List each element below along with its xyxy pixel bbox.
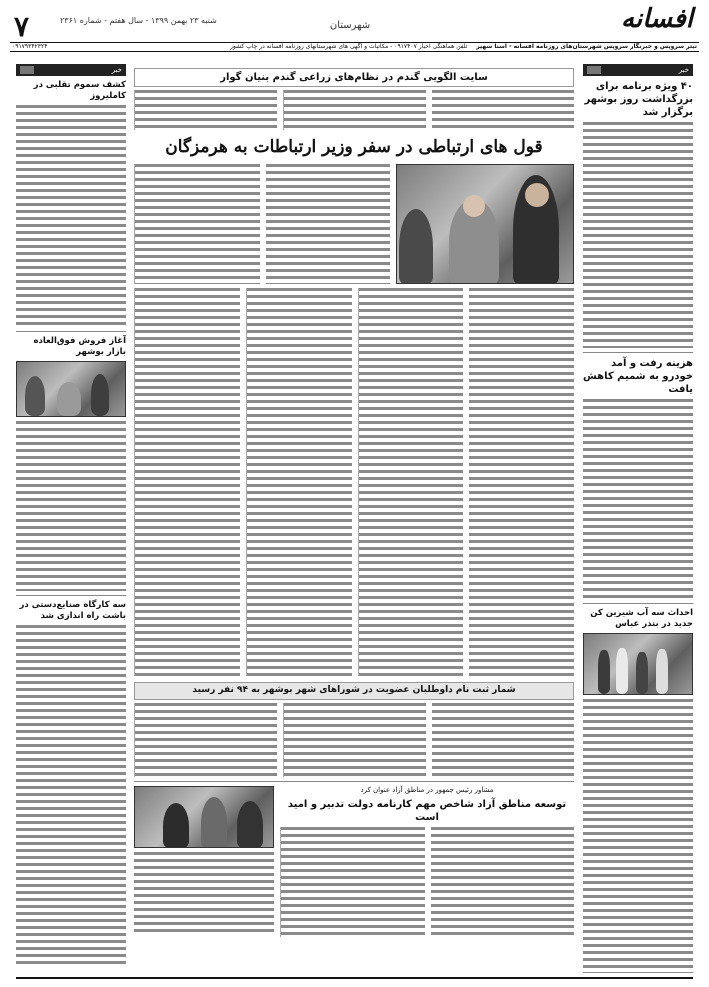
right-headline-3: احداث سه آب شیرین کن جدید در بندر عباس (590, 608, 693, 630)
article-body (134, 288, 240, 676)
masthead-info-band (10, 42, 699, 52)
center-column (134, 64, 574, 973)
bottom-kicker: مشاور رئیس جمهور در مناطق آزاد عنوان کرد (360, 785, 494, 794)
left-headline-2: آغاز فروش فوق‌العاده بازار بوشهر (33, 336, 126, 358)
bottom-headline: توسعه مناطق آزاد شاخص مهم کارنامه دولت تدبیر و امید است (287, 798, 567, 823)
article-body (583, 399, 693, 599)
masthead (0, 0, 709, 62)
article-body (266, 164, 391, 284)
article-body (283, 703, 426, 777)
left-column-tag-label: خبر (111, 66, 122, 74)
article-body (16, 625, 126, 965)
article-body (432, 90, 574, 130)
article-body (134, 164, 260, 284)
right-column (583, 64, 693, 973)
article-body (283, 90, 426, 130)
free-zones-photo (134, 786, 274, 848)
issue-info: شنبه ۲۳ بهمن ۱۳۹۹ - سال هفتم - شماره ۲۳۶۱ (60, 16, 217, 25)
right-column-tag (583, 64, 693, 76)
left-column (16, 64, 126, 973)
article-body (134, 703, 277, 777)
right-headline-1: ۴۰ ویژه برنامه برای بزرگداشت روز بوشهر برگزار شد (584, 81, 693, 118)
page-bottom-rule (16, 977, 693, 979)
right-headline-2: هزینه رفت و آمد خودرو به شمیم کاهش یافت (583, 358, 693, 395)
bazaar-photo (16, 361, 126, 417)
article-body (583, 699, 693, 973)
main-headline: قول های ارتباطی در سفر وزیر ارتباطات به هرمزگان (165, 137, 543, 157)
desalination-photo (583, 633, 693, 695)
page-number: ۷ (14, 10, 30, 43)
section-title: شهرستان (329, 20, 371, 31)
newspaper-logo: افسانه (621, 4, 693, 34)
left-column-tag (16, 64, 126, 76)
article-body (469, 288, 574, 676)
article-body (431, 827, 575, 937)
left-headline-3: سه کارگاه صنایع‌دستی در باشت راه اندازی شد (19, 600, 126, 622)
article-body (583, 122, 693, 348)
right-column-tag-label: خبر (678, 66, 689, 74)
article-body (432, 703, 574, 777)
article-body (16, 421, 126, 591)
article-body (134, 852, 274, 934)
band-phone: ۰۹۱۷۹۳۴۲۳۲۴ (12, 43, 48, 50)
band-service-text: تیتر سرویس و خبرنگار سرویس شهرستان‌های روزنامه افسانه - آسنا سهیر (476, 43, 697, 50)
minister-visit-photo (396, 164, 574, 284)
article-body (358, 288, 464, 676)
band-contact-text: تلفن هماهنگی اخبار ۰۹۱۷۴۰۷ - مکاتبات و آگهی های شهرستانهای روزنامه افسانه در چاپ کشور (230, 43, 468, 50)
article-body (16, 105, 126, 327)
council-headline: شمار ثبت نام داوطلبان عضویت در شوراهای شهر بوشهر به ۹۴ نفر رسید (134, 682, 574, 700)
article-body (134, 90, 277, 130)
left-headline-1: کشف سموم تقلبی در کاملیروز (33, 80, 126, 102)
article-body (280, 827, 425, 937)
article-body (246, 288, 352, 676)
top-headline: سایت الگویی گندم در نظام‌های زراعی گندم بنیان گوار (134, 68, 574, 87)
